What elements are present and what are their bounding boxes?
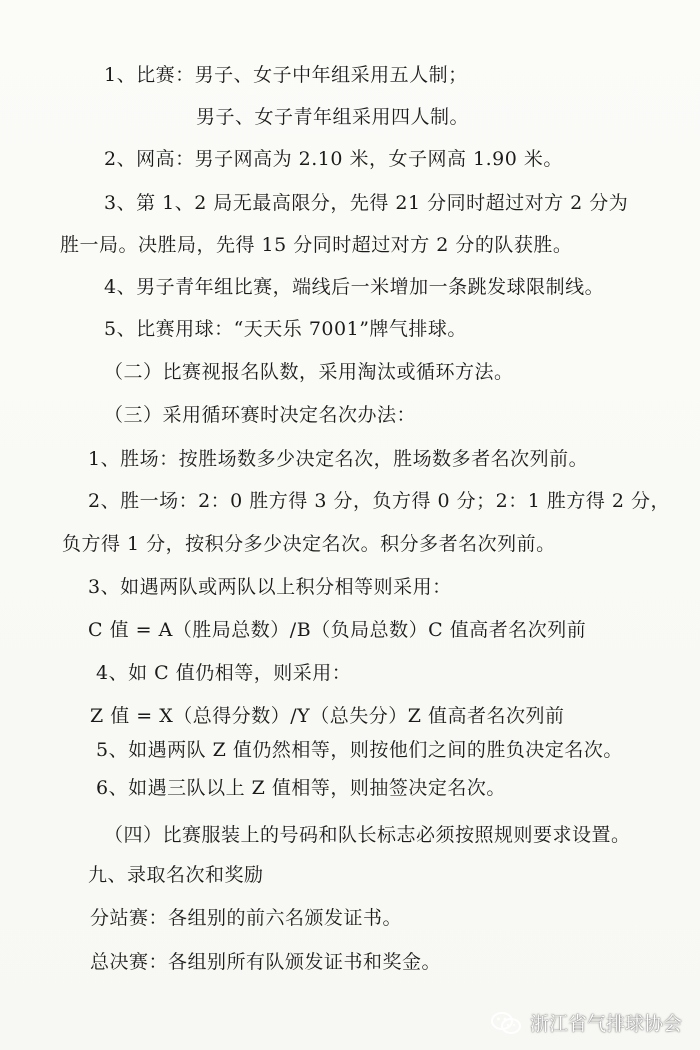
formula-c-value: C 值 = A（胜局总数）/B（负局总数）C 值高者名次列前 <box>88 619 587 641</box>
rule-line-1: 1、比赛：男子、女子中年组采用五人制； <box>104 64 468 86</box>
rule-line-13: 3、如遇两队或两队以上积分相等则采用： <box>88 576 452 598</box>
wechat-icon <box>490 1010 522 1036</box>
rule-line-4: 3、第 1、2 局无最高限分，先得 21 分同时超过对方 2 分为 <box>104 192 629 214</box>
award-final-stage: 总决赛：各组别所有队颁发证书和奖金。 <box>90 951 442 973</box>
section-nine-heading: 九、录取名次和奖励 <box>88 864 264 886</box>
rule-line-18: 6、如遇三队以上 Z 值相等，则抽签决定名次。 <box>96 777 506 799</box>
watermark-text: 浙江省气排球协会 <box>529 1013 682 1035</box>
rule-line-17: 5、如遇两队 Z 值仍然相等，则按他们之间的胜负决定名次。 <box>96 739 623 761</box>
rule-line-10: 1、胜场：按胜场数多少决定名次，胜场数多者名次列前。 <box>88 448 589 470</box>
rule-line-15: 4、如 C 值仍相等，则采用： <box>96 662 352 684</box>
section-two: （二）比赛视报名队数，采用淘汰或循环方法。 <box>104 361 514 383</box>
rule-line-2: 男子、女子青年组采用四人制。 <box>196 106 470 128</box>
rule-line-7: 5、比赛用球：“天天乐 7001”牌气排球。 <box>104 318 467 340</box>
section-four: （四）比赛服装上的号码和队长标志必须按照规则要求设置。 <box>104 824 631 846</box>
rule-line-5: 胜一局。决胜局，先得 15 分同时超过对方 2 分的队获胜。 <box>60 234 573 256</box>
rule-line-12: 负方得 1 分，按积分多少决定名次。积分多者名次列前。 <box>62 533 556 555</box>
rule-line-11: 2、胜一场：2：0 胜方得 3 分，负方得 0 分；2：1 胜方得 2 分， <box>88 490 671 512</box>
rule-line-3: 2、网高：男子网高为 2.10 米，女子网高 1.90 米。 <box>104 148 563 170</box>
award-branch-stage: 分站赛：各组别的前六名颁发证书。 <box>90 907 403 929</box>
section-three: （三）采用循环赛时决定名次办法： <box>104 404 417 426</box>
watermark <box>490 1009 682 1036</box>
formula-z-value: Z 值 = X（总得分数）/Y（总失分）Z 值高者名次列前 <box>90 705 565 727</box>
rule-line-6: 4、男子青年组比赛，端线后一米增加一条跳发球限制线。 <box>104 276 605 298</box>
